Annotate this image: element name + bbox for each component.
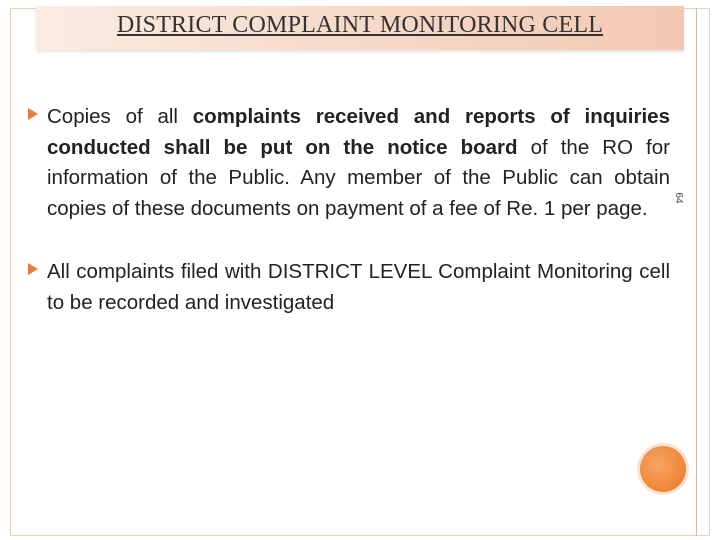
bullet-arrow-icon xyxy=(28,263,38,275)
bullet-item-notice-board xyxy=(28,102,670,224)
slide-number: 64 xyxy=(673,192,684,204)
bullet-arrow-icon xyxy=(28,108,38,120)
decorative-circle-icon xyxy=(640,446,686,492)
bullet-item-complaints xyxy=(28,257,670,318)
frame-divider xyxy=(696,8,697,536)
bullet-text: Copies of all complaints received and reports of inquiries conducted shall be put on the notice board of the RO for information of the Public. Any member of the Public can obtain copies of these documents on payment of a fee of Re. 1 per page. xyxy=(47,105,670,220)
bullet-list xyxy=(28,102,670,351)
bullet-text: All complaints filed with DISTRICT LEVEL Complaint Monitoring cell to be recorded and investigated xyxy=(47,260,670,314)
page-title: DISTRICT COMPLAINT MONITORING CELL xyxy=(116,12,604,38)
